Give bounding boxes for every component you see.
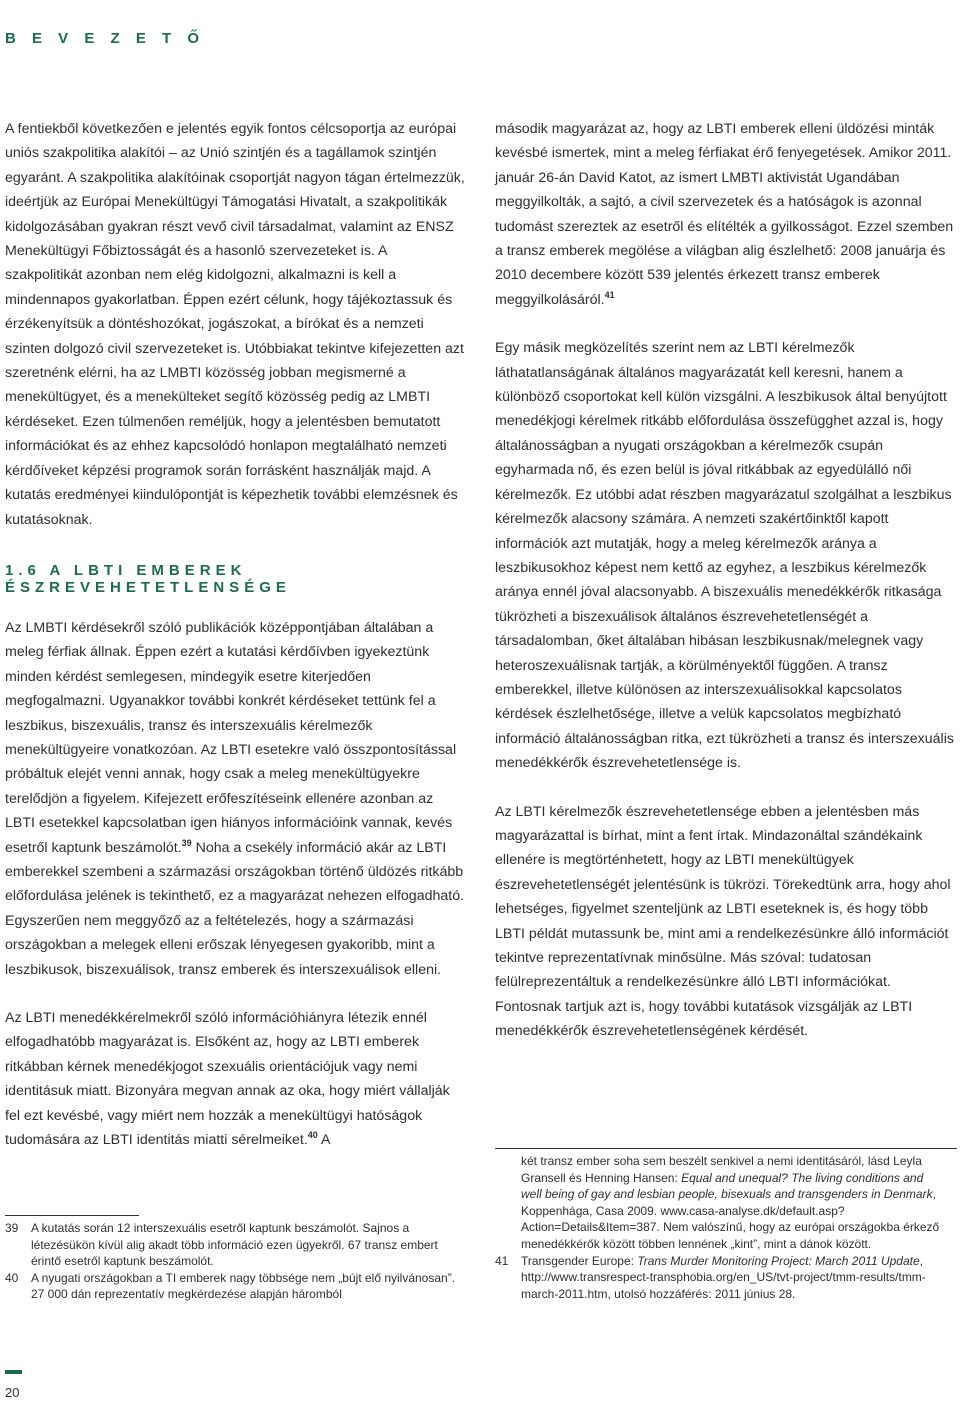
footnote-ref-39[interactable]: 39 [181,837,192,848]
section-title: 1.6 A LBTI EMBEREK ÉSZREVEHETETLENSÉGE [5,561,291,596]
footnote-ref-41[interactable]: 41 [604,289,615,300]
paragraph: Az LMBTI kérdésekről szóló publikációk középpontjában általában a meleg férfiak állnak. Éppen ezért a kutatási kérdőívben igyekeztünk minden kérdést semlegesen, mindegyik esetre kiterjedően megfogalmazni. Ugyanakkor további konkrét kérdéseket tettünk fel a leszbikus, biszexuális, transz és interszexuális kérelmezők menekültügyeire vonatkozóan. Az LBTI esetekre való összpontosítással próbáltuk elejét venni annak, hogy csak a meleg menekültügyekre terelődjön a figyelem. Kifejezett erőfeszítéseink ellenére azonban az LBTI esetekkel kapcsolatban igen hiányos információink vannak, kevés esetről kaptunk beszámolót.$^{39}$ Noha a csekély információ akár az LBTI emberekkel szembeni a származási országokban történő üldözés ritkább előfordulása jelének is tekinthető, ez a magyarázat nehezen elfogadható. Egyszerűen nem meggyőző az a feltételezés, hogy a származási országokban a melegek elleni erőszak lényegesen gyakoribb, mint a leszbikusok, biszexuálisok, transz emberek és interszexuálisok elleni. [5,619,465,978]
footnote-divider [495,1148,957,1149]
footnote-ref-40[interactable]: 40 [307,1130,318,1141]
footnote-39: 39 A kutatás során 12 interszexuális esetről kaptunk beszámolót. Sajnos a létezésükön kívül alig akadt több információ ezen ügyekről. 67 transz embert érintő esetről kaptunk beszámolót. [5,1221,438,1269]
footnote-divider [5,1215,139,1216]
footnote-40: 40 A nyugati országokban a TI emberek nagy többsége nem „bújt elő nyilvánosan”. 27 000 dán reprezentatív megkérdezése alapján háromból [5,1270,456,1302]
paragraph: Az LBTI kérelmezők észrevehetetlensége ebben a jelentésben más magyarázattal is bírhat, mint a fent írtak. Mindazonáltal szándékaink ellenére is megtörténhetett, hogy az LBTI menekültügyek észrevehetetlenségét jelentésünk is tükrözi. Törekedtünk arra, hogy ahol lehetséges, figyelmet szenteljünk az LBTI eseteknek is, és hogy több LBTI példát mutassunk be, mint ami a rendelkezésünkre álló információt tekintve reprezentatívnak minősülne. Más szóval: tudatosan felülreprezentáltuk a rendelkezésünkre álló LBTI információkat. Fontosnak tartjuk azt is, hogy további kutatások vizsgálják az LBTI menedékkérők észrevehetetlenségének kérdését. [495,803,951,1040]
page-number: 20 [5,1385,20,1400]
page-marker [5,1370,22,1374]
paragraph: második magyarázat az, hogy az LBTI emberek elleni üldözési minták kevésbé ismertek, mint a meleg férfiakat érő fenyegetések. Amikor 2011. január 26-án David Katot, az ismert LMBTI aktivistát Ugandában meggyilkolták, a sajtó, a civil szervezetek és a hatóságok is azonnal tudomást szereztek az esetről és elítélték a gyilkosságot. Ezzel szemben a transz emberek megölése a világban alig észlelhető: 2008 januárja és 2010 decembere között 539 jelentés érkezett transz emberek meggyilkolásáról.$^{41}$ [495,121,954,308]
footnotes-left [5,1220,465,1303]
left-column [5,117,467,1152]
paragraph: A fentiekből következően e jelentés egyik fontos célcsoportja az európai uniós szakpolitika alakítói – az Unió szintjén és a tagállamok szintjén egyaránt. A szakpolitika alakítóinak csoportját nagyon tágan értelmezzük, ideértjük az Európai Menekültügyi Támogatási Hivatalt, a szakpolitikák kidolgozásában gyakran részt vevő civil társadalmat, valamint az ENSZ Menekültügyi Főbiztosságát és a hasonló szervezeteket is. A szakpolitikát azonban nem elég kidolgozni, alkalmazni is kell a mindennapos gyakorlatban. Éppen ezért célunk, hogy tájékoztassuk és érzékenyítsük a döntéshozókat, jogászokat, a bírókat és a nemzeti szinten dolgozó civil szervezeteket is. Utóbbiakat tekintve kifejezetten azt szeretnénk elérni, ha az LMBTI közösség jobban megismerné a menekültügyet, és a menekülteket segítő közösség pedig az LMBTI kérdéseket. Ezen túlmenően reméljük, hogy a jelentésben bemutatott információkat és az ehhez kapcsolódó honlapon megtalálható nemzeti kérdőíveket képzési programok során forrásként használják majd. A kutatás eredményei kiindulópontját is képezhetik további elemzésnek és kutatásoknak. [5,121,465,528]
right-column [495,117,957,1044]
running-header: B E V E Z E T Ő [5,30,206,47]
paragraph: Az LBTI menedékkérelmekről szóló információhiányra létezik ennél elfogadhatóbb magyarázat is. Elsőként az, hogy az LBTI emberek ritkábban kérnek menedékjogot szexuális orientációjuk vagy nemi identitásuk miatt. Bizonyára megvan annak az oka, hogy miért vállalják fel ezt kevésbé, vagy miért nem hozzák a menekültügyi hatóságok tudomására az LBTI identitás miatti sérelmeiket.$^{40}$ A [5,1010,450,1149]
paragraph: Egy másik megközelítés szerint nem az LBTI kérelmezők láthatatlanságának általános magyarázatát kell keresni, hanem a különböző csoportokat kell külön vizsgálni. A leszbikusok által benyújtott menedékjogi kérelmek ritkább előfordulása összefügghet azzal is, hogy általánosságban a nyugati országokban a kérelmezők csupán egyharmada nő, és ezen belül is jóval ritkábbak az egyedülálló női kérelmezők. Ez utóbbi adat részben magyarázatul szolgálhat a leszbikus kérelmezők alacsony számára. A nemzeti szakértőinktől kapott információk azt mutatják, hogy a meleg kérelmezők aránya a leszbikusokhoz képest nem kettő az egyhez, a leszbikus kérelmezők aránya ennél jóval alacsonyabb. A biszexuális menedékkérők ritkasága tükrözheti a biszexuálisok általános észrevehetetlenségét a társadalomban, őket általában hibásan leszbikusnak/melegnek vagy heteroszexuálisnak tartják, a körülményektől függően. A transz emberekkel, illetve különösen az interszexuálisokkal kapcsolatos kérdések észlelhetősége, illetve a velük kapcsolatos megbízható információ általánosságban ritka, ezt tükrözheti a transz és interszexuális menedékkérők észrevehetetlensége is. [495,340,954,772]
footnotes-right [495,1153,940,1302]
footnote-41: 41 Transgender Europe: Trans Murder Monitoring Project: March 2011 Update, http://www.transrespect-transphobia.org/en_US/tvt-project/tmm-results/tmm-march-2011.htm, utolsó hozzáférés: 2011 június 28. [495,1253,926,1301]
footnote-40-continued: két transz ember soha sem beszélt senkivel a nemi identitásáról, lásd Leyla Gransell és Henning Hansen: Equal and unequal? The living conditions and well being of gay and lesbian people, bisexuals and transgenders in Denmark, Koppenhága, Casa 2009. www.casa-analyse.dk/default.asp?Action=Details&Item=387. Nem valószínű, hogy az európai országokba érkező menedékkérők között többen lennének „kint”, mint a dánok között. [521,1154,940,1251]
